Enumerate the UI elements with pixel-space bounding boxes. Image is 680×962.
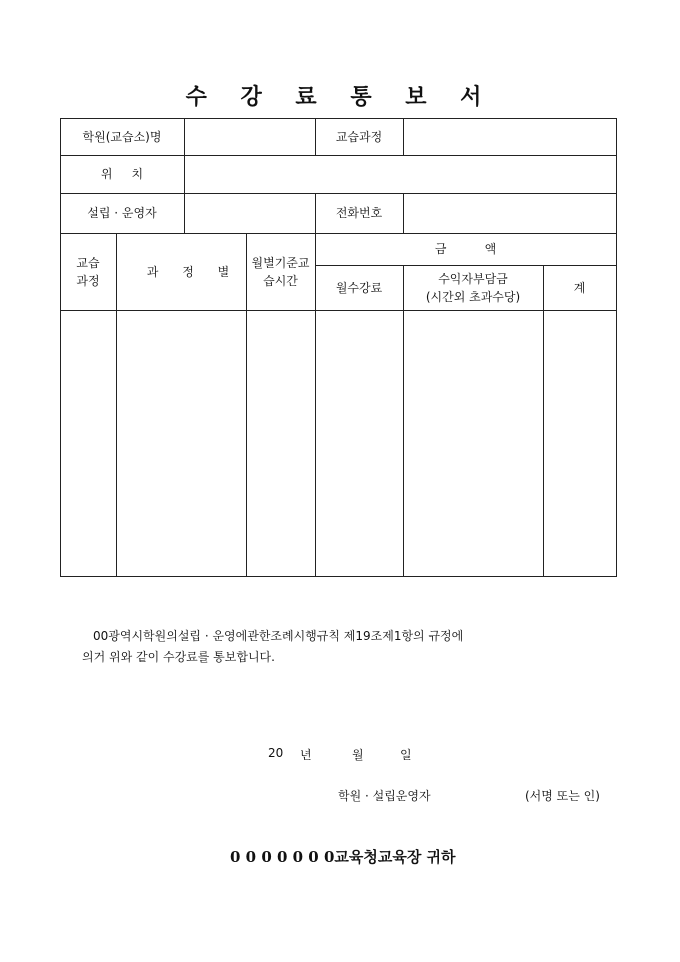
notice-line-2: 의거 위와 같이 수강료를 통보합니다. xyxy=(82,650,275,664)
course-label: 교습과정 xyxy=(335,129,383,144)
phone-field[interactable] xyxy=(404,193,616,233)
date-year: 년 xyxy=(300,748,312,762)
date-year-prefix: 20 xyxy=(268,746,284,760)
founder-label: 설립 · 운영자 xyxy=(87,206,157,220)
academy-name-field[interactable] xyxy=(185,118,315,155)
col-by-course-header: 과 정 별 xyxy=(146,264,240,279)
location-label: 위 치 xyxy=(100,167,144,181)
phone-label: 전화번호 xyxy=(335,206,383,220)
notice-line-1: 00광역시학원의설립 · 운영에관한조례시행규칙 제19조제1항의 규정에 xyxy=(93,629,464,643)
location-field[interactable] xyxy=(185,155,616,193)
signature-placeholder: (서명 또는 인) xyxy=(525,789,600,803)
signer-label: 학원 · 설립운영자 xyxy=(338,789,431,803)
course-field[interactable] xyxy=(404,118,616,155)
col-extra-header: 수익자부담금 (시간외 초과수당) xyxy=(425,271,521,304)
col-monthly-fee-header: 월수강료 xyxy=(335,280,383,295)
addressee: 0 0 0 0 0 0 0교육청교육장 귀하 xyxy=(230,848,456,866)
col-amount-header: 금 액 xyxy=(434,242,497,256)
document-title: 수 강 료 통 보 서 xyxy=(185,84,495,110)
date-month: 월 xyxy=(352,748,364,762)
col-total-header: 계 xyxy=(573,280,586,295)
academy-name-label: 학원(교습소)명 xyxy=(82,129,162,144)
date-day: 일 xyxy=(400,748,412,762)
col-hours-header: 월별기준교 습시간 xyxy=(251,255,310,288)
founder-field[interactable] xyxy=(185,193,315,233)
col-course-header: 교습 과정 xyxy=(76,255,100,288)
